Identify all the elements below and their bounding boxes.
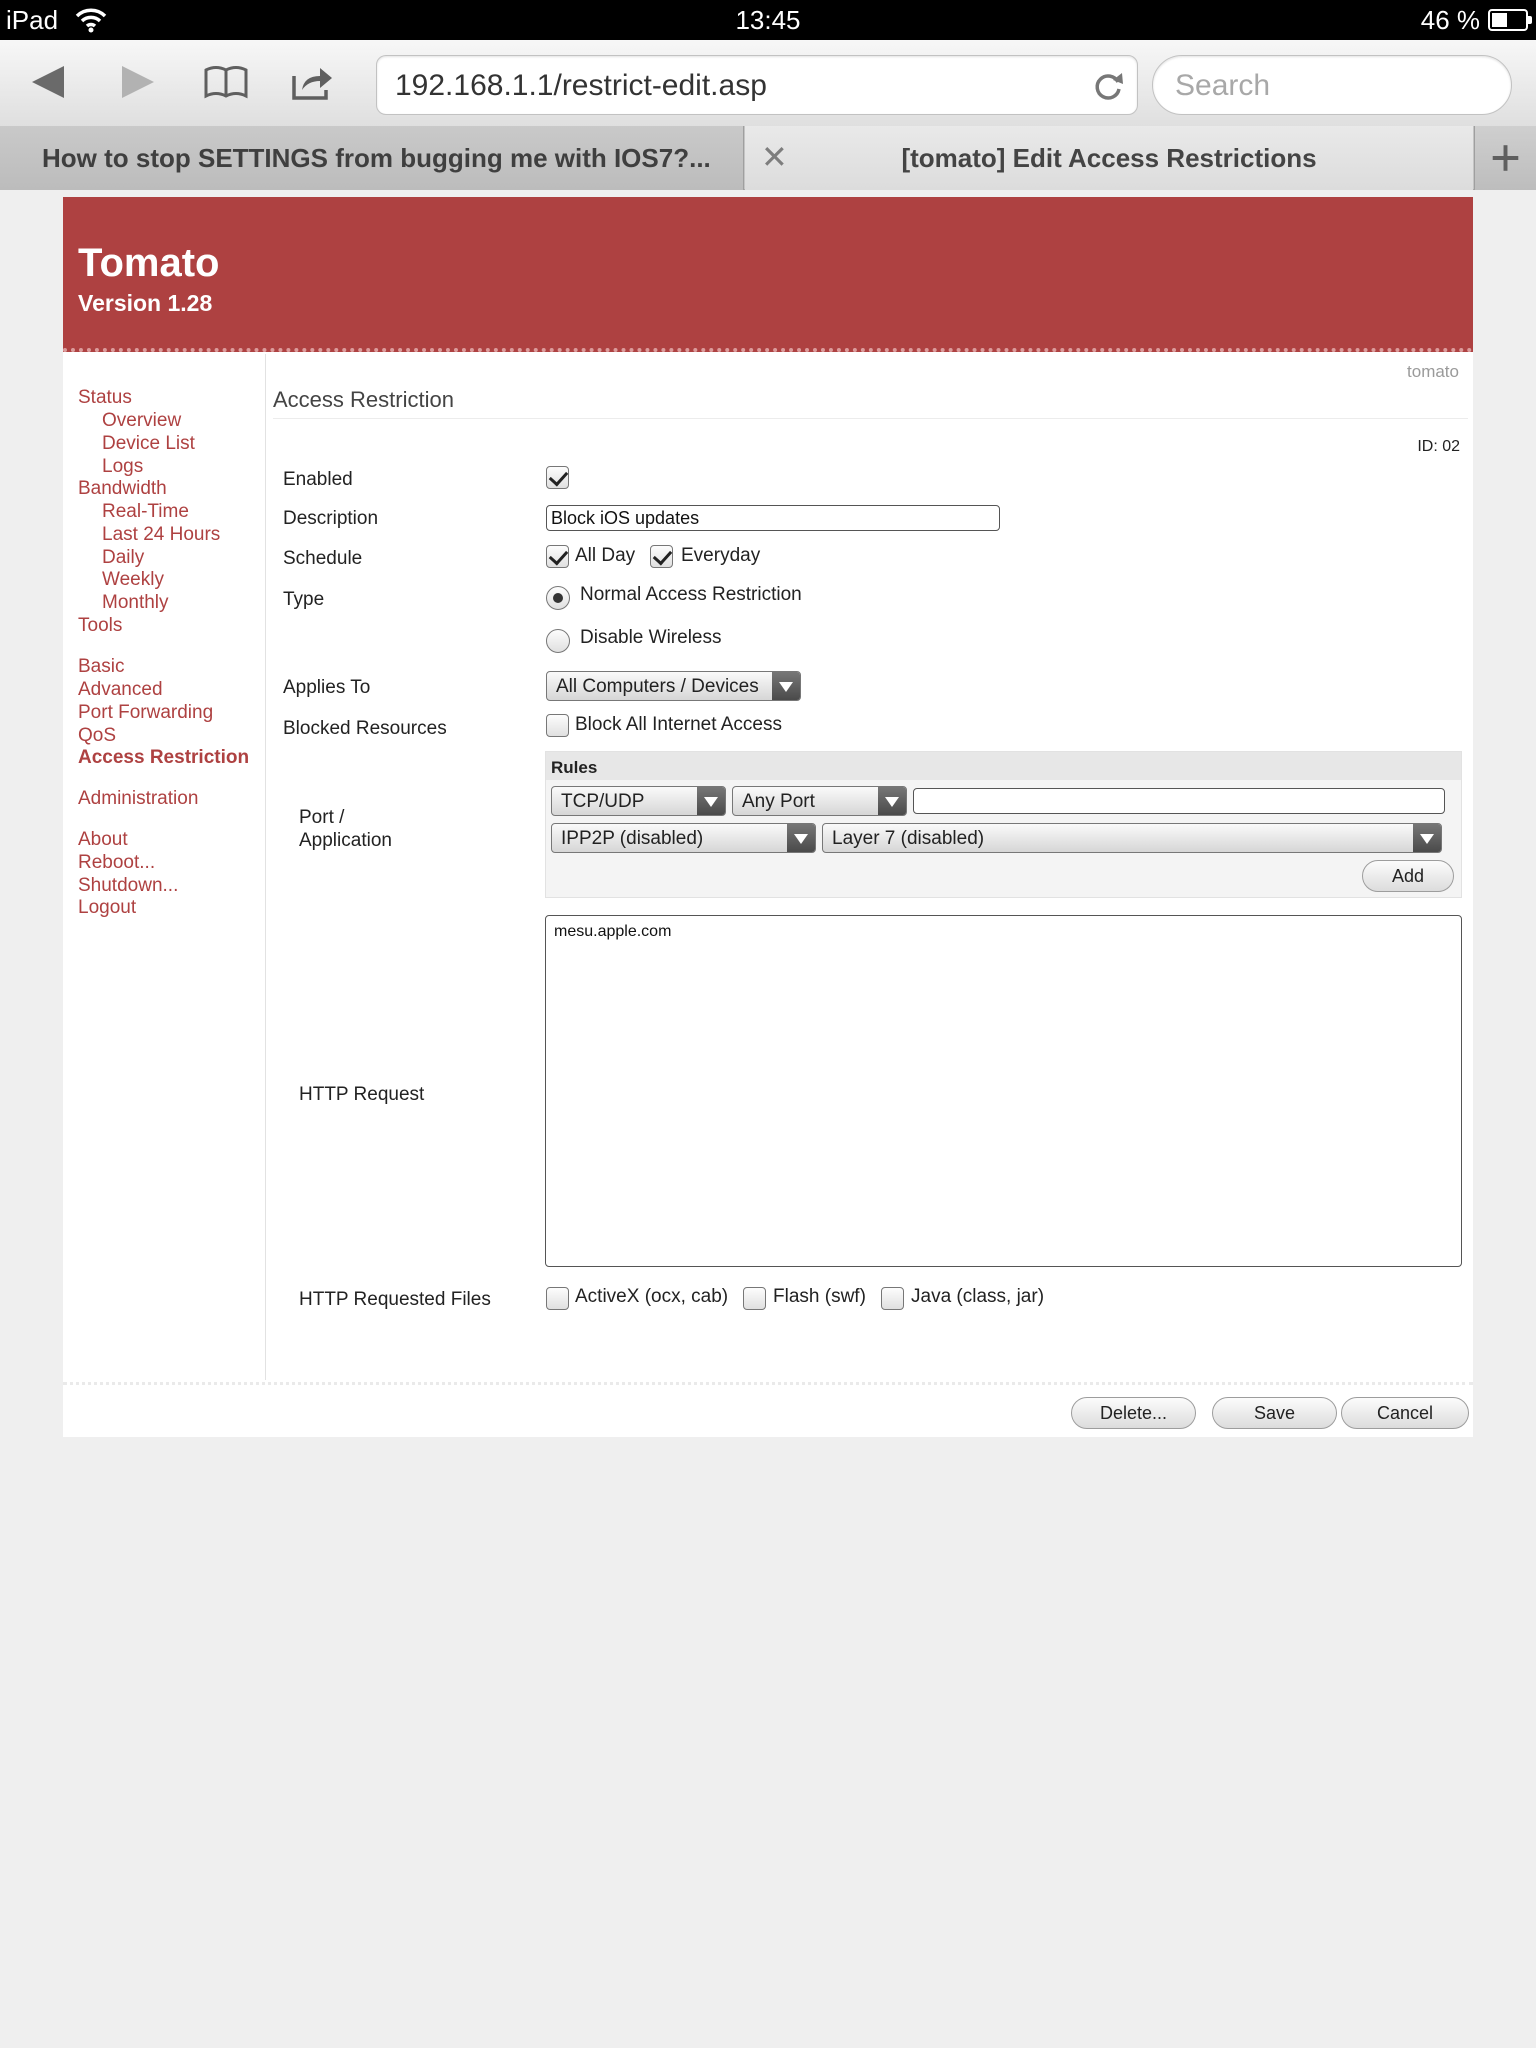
- type-normal-label: Normal Access Restriction: [580, 584, 802, 605]
- everyday-label: Everyday: [681, 545, 761, 566]
- nav-shutdown[interactable]: Shutdown...: [78, 875, 179, 896]
- chevron-down-icon: [697, 787, 725, 815]
- firmware-version: Version 1.28: [78, 290, 213, 316]
- protocol-value: TCP/UDP: [561, 791, 645, 812]
- nav-reboot[interactable]: Reboot...: [78, 852, 156, 873]
- description-input[interactable]: Block iOS updates: [546, 505, 1000, 531]
- search-placeholder: Search: [1175, 69, 1271, 102]
- activex-label: ActiveX (ocx, cab): [575, 1286, 729, 1307]
- battery-icon: [1488, 9, 1528, 31]
- nav-basic[interactable]: Basic: [78, 656, 125, 677]
- type-disable-wireless-radio[interactable]: [546, 629, 570, 653]
- protocol-select[interactable]: [551, 786, 726, 816]
- java-label: Java (class, jar): [911, 1286, 1045, 1307]
- page-header: [63, 197, 1473, 352]
- rules-header: Rules: [546, 752, 1461, 780]
- nav-overview[interactable]: Overview: [102, 410, 182, 431]
- nav-last-24-hours[interactable]: Last 24 Hours: [102, 524, 221, 545]
- type-normal-radio[interactable]: [546, 586, 570, 610]
- new-tab-icon[interactable]: [1474, 126, 1536, 190]
- chevron-down-icon: [1413, 824, 1441, 852]
- flash-label: Flash (swf): [773, 1286, 866, 1307]
- nav-port-forwarding[interactable]: Port Forwarding: [78, 702, 214, 723]
- status-bar: [0, 0, 1536, 40]
- nav-about[interactable]: About: [78, 829, 128, 850]
- close-tab-icon[interactable]: ✕: [761, 139, 788, 175]
- port-application-label-line2: Application: [299, 830, 392, 851]
- save-button[interactable]: Save: [1212, 1397, 1337, 1429]
- section-title: Access Restriction: [273, 387, 454, 412]
- tab-title: [tomato] Edit Access Restrictions: [901, 143, 1317, 173]
- tab-tomato-edit[interactable]: [745, 126, 1473, 190]
- tab-bar: [0, 126, 1536, 190]
- ipp2p-select[interactable]: [551, 823, 816, 853]
- carrier-label: iPad: [6, 5, 59, 35]
- back-icon[interactable]: [26, 60, 74, 104]
- http-request-textarea[interactable]: mesu.apple.com: [545, 915, 1462, 1267]
- applies-to-label: Applies To: [283, 677, 371, 698]
- nav-daily[interactable]: Daily: [102, 547, 145, 568]
- nav-logout[interactable]: Logout: [78, 897, 137, 918]
- cancel-button[interactable]: Cancel: [1341, 1397, 1469, 1429]
- port-application-label-line1: Port /: [299, 807, 345, 828]
- nav-monthly[interactable]: Monthly: [102, 592, 169, 613]
- block-all-label: Block All Internet Access: [575, 714, 782, 735]
- blocked-resources-label: Blocked Resources: [283, 718, 447, 739]
- enabled-label: Enabled: [283, 469, 353, 490]
- description-label: Description: [283, 508, 379, 529]
- delete-button[interactable]: Delete...: [1071, 1397, 1196, 1429]
- chevron-down-icon: [878, 787, 906, 815]
- nav-bandwidth[interactable]: Bandwidth: [78, 478, 167, 499]
- share-icon[interactable]: [288, 60, 336, 104]
- nav-logs[interactable]: Logs: [102, 456, 144, 477]
- all-day-checkbox[interactable]: [546, 545, 569, 568]
- ipp2p-value: IPP2P (disabled): [561, 828, 704, 849]
- nav-qos[interactable]: QoS: [78, 725, 117, 746]
- http-files-label: HTTP Requested Files: [299, 1289, 491, 1310]
- http-request-label: HTTP Request: [299, 1084, 425, 1105]
- browser-toolbar: [0, 40, 1536, 126]
- layer7-select[interactable]: [822, 823, 1442, 853]
- tab-settings-thread[interactable]: [0, 126, 744, 190]
- rules-panel: [545, 751, 1462, 898]
- schedule-label: Schedule: [283, 548, 363, 569]
- java-checkbox[interactable]: [881, 1287, 904, 1310]
- nav-device-list[interactable]: Device List: [102, 433, 195, 454]
- address-bar[interactable]: [376, 55, 1138, 115]
- rule-id: ID: 02: [1417, 438, 1460, 455]
- everyday-checkbox[interactable]: [650, 545, 673, 568]
- applies-to-value: All Computers / Devices: [556, 676, 759, 697]
- type-label: Type: [283, 589, 325, 610]
- clock: 13:45: [735, 5, 801, 35]
- type-disable-wireless-label: Disable Wireless: [580, 627, 722, 648]
- nav-tools[interactable]: Tools: [78, 615, 123, 636]
- enabled-checkbox[interactable]: [546, 466, 569, 489]
- sidebar-nav: [63, 354, 266, 1380]
- port-value: Any Port: [742, 791, 815, 812]
- bookmarks-icon[interactable]: [202, 60, 250, 104]
- router-page: [63, 197, 1473, 1437]
- footer-divider: [63, 1382, 1473, 1385]
- search-field[interactable]: [1152, 55, 1512, 115]
- nav-access-restriction[interactable]: Access Restriction: [78, 747, 250, 768]
- address-text: 192.168.1.1/restrict-edit.asp: [395, 69, 767, 102]
- tab-title: How to stop SETTINGS from bugging me with IOS7?...: [42, 143, 711, 173]
- port-select[interactable]: [732, 786, 907, 816]
- firmware-name: Tomato: [78, 241, 220, 285]
- chevron-down-icon: [772, 672, 800, 700]
- nav-realtime[interactable]: Real-Time: [102, 501, 189, 522]
- add-rule-button[interactable]: Add: [1362, 860, 1454, 892]
- nav-weekly[interactable]: Weekly: [102, 569, 164, 590]
- activex-checkbox[interactable]: [546, 1287, 569, 1310]
- layer7-value: Layer 7 (disabled): [832, 828, 985, 849]
- nav-advanced[interactable]: Advanced: [78, 679, 163, 700]
- nav-status[interactable]: Status: [78, 387, 132, 408]
- chevron-down-icon: [787, 824, 815, 852]
- battery-percentage: 46 %: [1420, 5, 1480, 35]
- all-day-label: All Day: [575, 545, 636, 566]
- section-divider: [273, 418, 1468, 419]
- ports-input[interactable]: [913, 788, 1445, 814]
- flash-checkbox[interactable]: [743, 1287, 766, 1310]
- router-ident: tomato: [1407, 362, 1459, 381]
- block-all-checkbox[interactable]: [546, 714, 569, 737]
- nav-administration[interactable]: Administration: [78, 788, 199, 809]
- forward-icon[interactable]: [112, 60, 160, 104]
- applies-to-select[interactable]: [546, 671, 801, 701]
- reload-icon[interactable]: [1091, 69, 1125, 103]
